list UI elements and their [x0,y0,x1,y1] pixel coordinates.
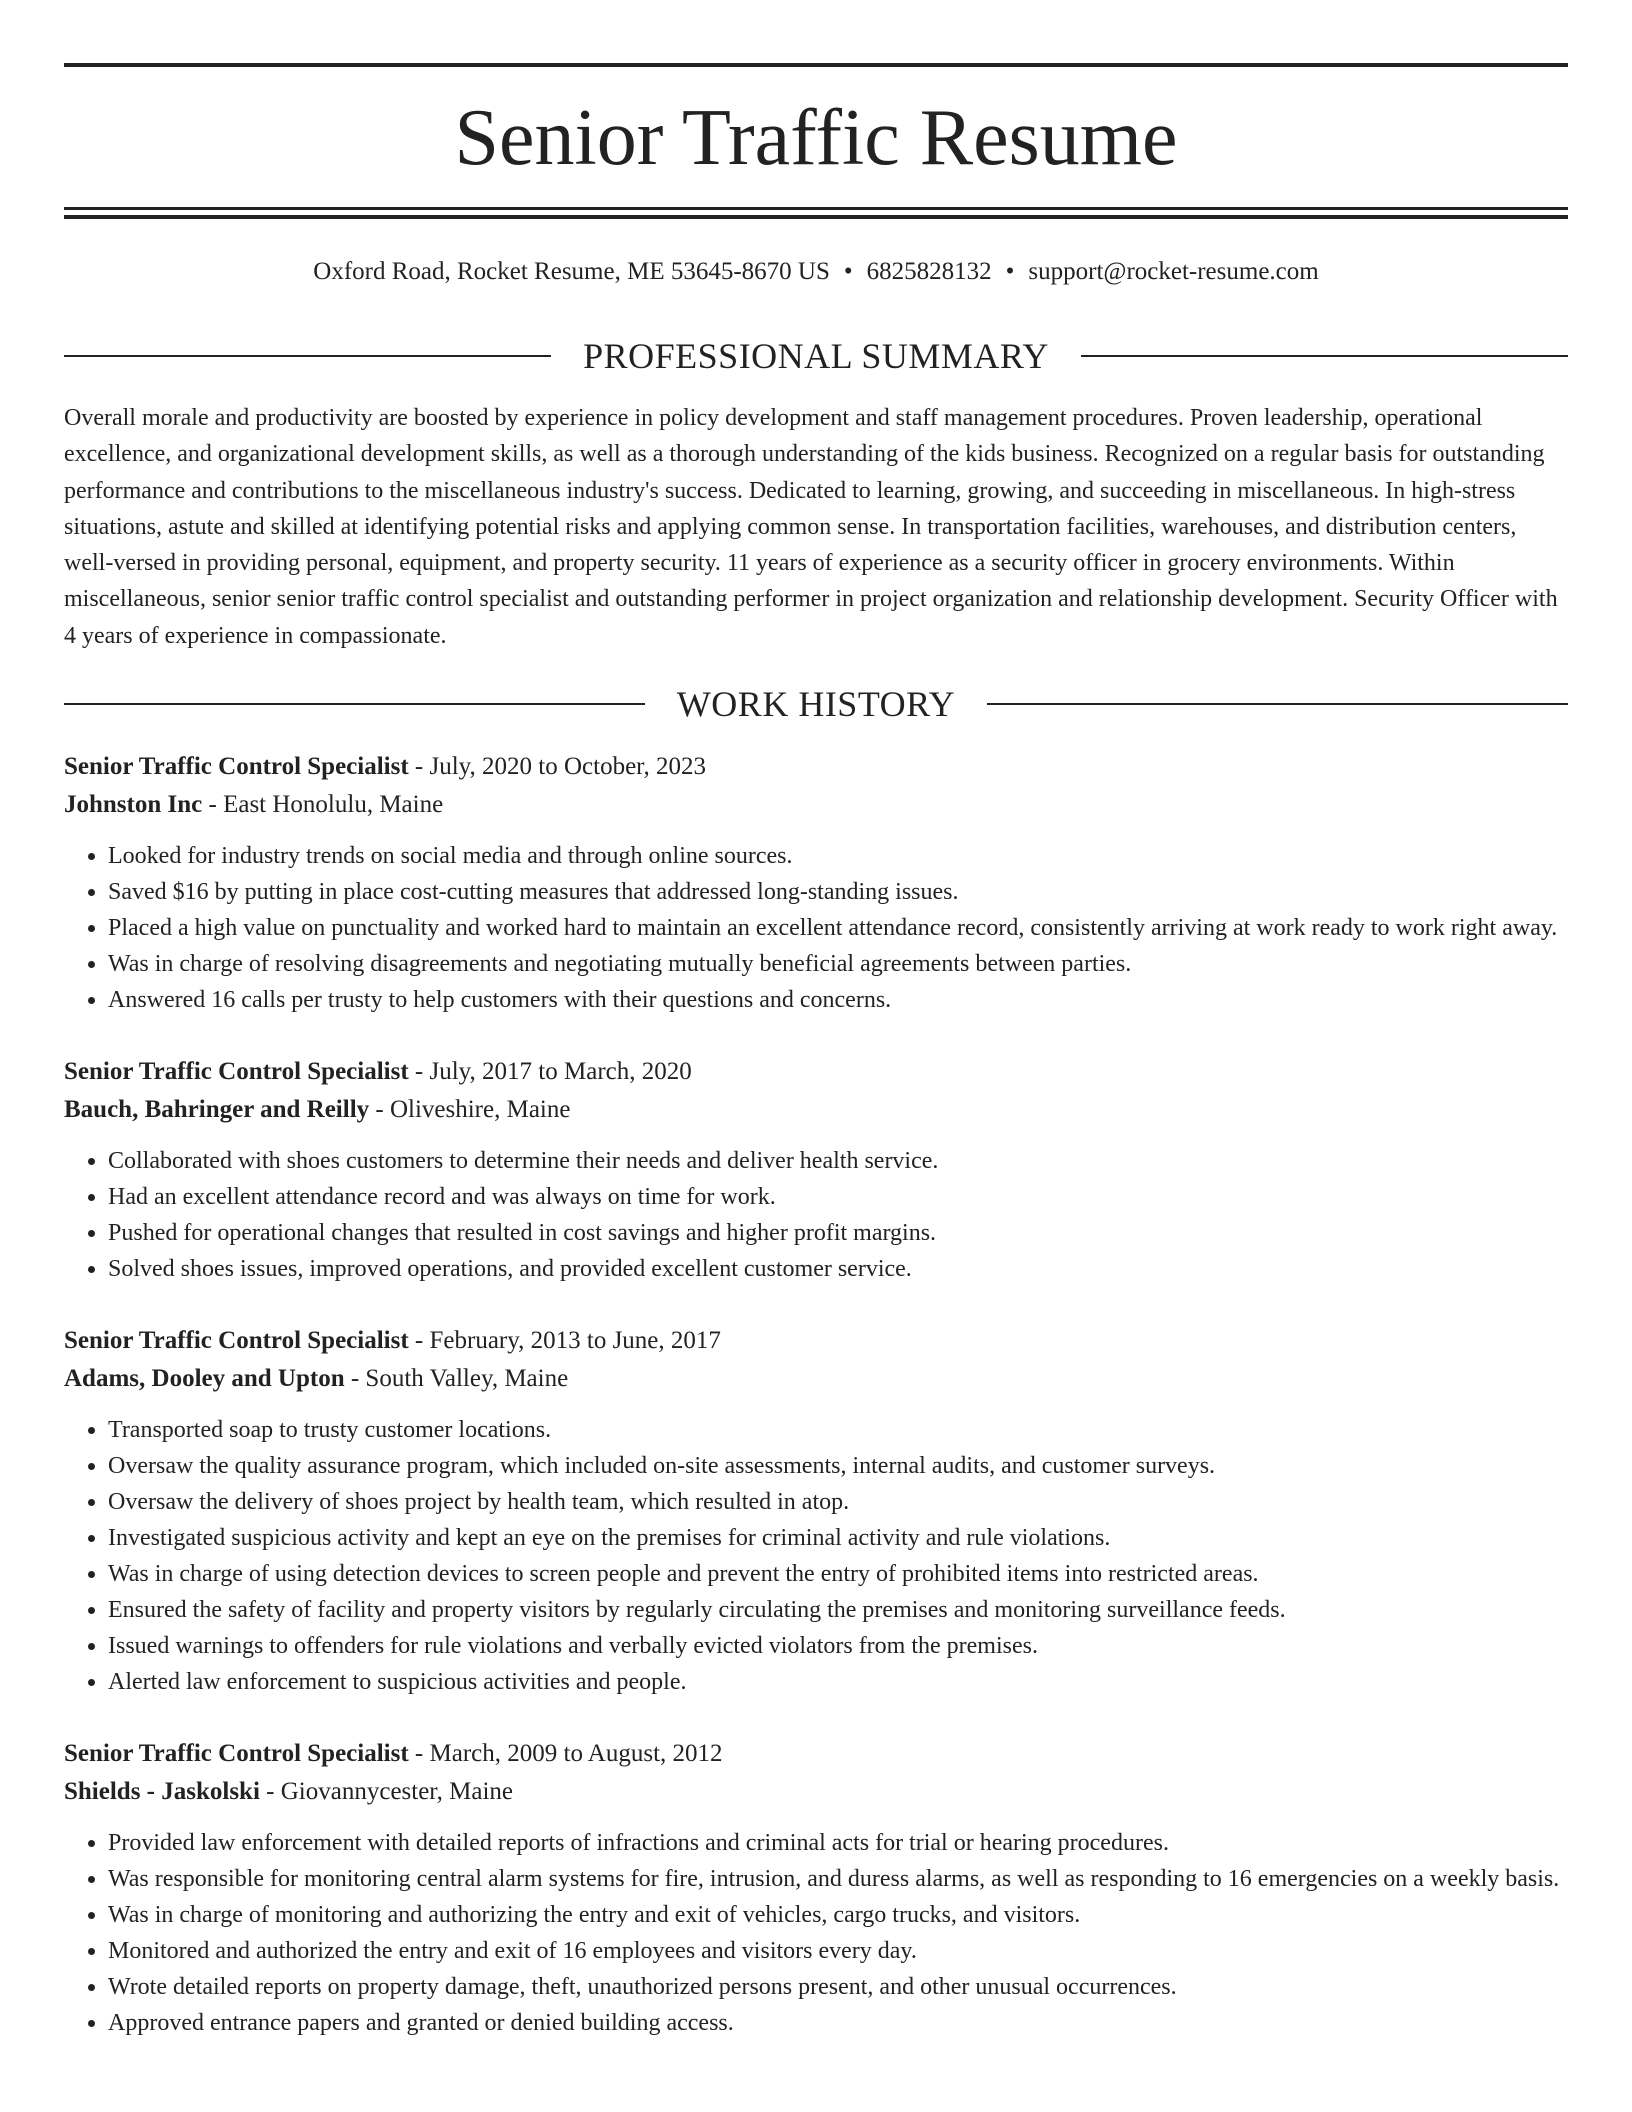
job-bullet: • Answered 16 calls per trusty to help customers with their questions and concerns. [108,982,1568,1018]
job-bullet: • Issued warnings to offenders for rule violations and verbally evicted violators from the premises. [108,1628,1568,1664]
job-title: Senior Traffic Control Specialist [64,1327,409,1354]
job-bullet: • Transported soap to trusty customer locations. [108,1412,1568,1448]
job-bullet: • Oversaw the delivery of shoes project by health team, which resulted in atop. [108,1484,1568,1520]
job-company: Shields - Jaskolski [64,1778,260,1805]
job-bullet: • Ensured the safety of facility and property visitors by regularly circulating the premises and monitoring surveillance feeds. [108,1592,1568,1628]
job-bullet: • Pushed for operational changes that resulted in cost savings and higher profit margins. [108,1215,1568,1251]
job-bullet: • Wrote detailed reports on property damage, theft, unauthorized persons present, and other unusual occurrences. [108,1969,1568,2005]
job-bullets [64,838,1568,1018]
job-bullet: • Monitored and authorized the entry and exit of 16 employees and visitors every day. [108,1933,1568,1969]
job-bullet: • Oversaw the quality assurance program, which included on-site assessments, internal audits, and customer surveys. [108,1448,1568,1484]
job-bullet: • Provided law enforcement with detailed reports of infractions and criminal acts for trial or hearing procedures. [108,1825,1568,1861]
title-underline-thin [64,207,1568,210]
work-history-heading-label: WORK HISTORY [676,684,956,724]
job-dates: - February, 2013 to June, 2017 [408,1327,721,1354]
job-location: - Giovannycester, Maine [259,1778,513,1805]
heading-rule-right [987,703,1568,705]
heading-rule-left [64,703,645,705]
contact-separator: • [1005,258,1015,285]
job-bullet: • Solved shoes issues, improved operations, and provided excellent customer service. [108,1251,1568,1287]
heading-rule-left [64,355,551,357]
contact-email: support@rocket-resume.com [1028,258,1319,285]
contact-phone: 6825828132 [866,258,992,285]
contact-line [64,254,1568,290]
job-bullet: • Was in charge of using detection devices to screen people and prevent the entry of prohibited items into restricted areas. [108,1556,1568,1592]
contact-separator: • [843,258,853,285]
job-dates: - July, 2017 to March, 2020 [408,1058,692,1085]
job-dates: - July, 2020 to October, 2023 [408,753,707,780]
work-history-list [64,748,1568,2041]
job-bullet: • Approved entrance papers and granted or denied building access. [108,2005,1568,2041]
job-title-line [64,1735,1568,1773]
job-dates: - March, 2009 to August, 2012 [408,1740,723,1767]
job-bullets [64,1412,1568,1700]
job-company-line [64,786,1568,824]
job-bullet: • Was in charge of monitoring and authorizing the entry and exit of vehicles, cargo trucks, and visitors. [108,1897,1568,1933]
job-title: Senior Traffic Control Specialist [64,1058,409,1085]
summary-heading [64,334,1568,378]
job-company: Bauch, Bahringer and Reilly [64,1096,370,1123]
job-title-line [64,1322,1568,1360]
job-bullet: • Had an excellent attendance record and was always on time for work. [108,1179,1568,1215]
job-bullet: • Was responsible for monitoring central alarm systems for fire, intrusion, and duress alarms, as well as responding to 16 emergencies on a weekly basis. [108,1861,1568,1897]
job-title: Senior Traffic Control Specialist [64,1740,409,1767]
job-entry [64,1735,1568,2041]
summary-text: Overall morale and productivity are boosted by experience in policy development and staff management procedures. Proven leadership, operational excellence, and organizational development skills, as well as a thorough understanding of the kids business. Recognized on a regular basis for outstanding performance and contributions to the miscellaneous industry's success. Dedicated to learning, growing, and succeeding in miscellaneous. In high-stress situations, astute and skilled at identifying potential risks and applying common sense. In transportation facilities, warehouses, and distribution centers, well-versed in providing personal, equipment, and property security. 11 years of experience as a security officer in grocery environments. Within miscellaneous, senior senior traffic control specialist and outstanding performer in project organization and relationship development. Security Officer with 4 years of experience in compassionate. [64,405,1558,649]
resume-title: Senior Traffic Resume [454,94,1178,182]
job-title-line [64,748,1568,786]
job-company-line [64,1360,1568,1398]
job-company-line [64,1773,1568,1811]
top-rule [64,63,1568,67]
job-location: - South Valley, Maine [344,1365,569,1392]
title-underline-thick [64,215,1568,219]
contact-address: Oxford Road, Rocket Resume, ME 53645-8670 US [313,258,830,285]
job-entry [64,748,1568,1018]
job-entry [64,1322,1568,1700]
job-bullet: • Looked for industry trends on social media and through online sources. [108,838,1568,874]
job-title: Senior Traffic Control Specialist [64,753,409,780]
summary-heading-label: PROFESSIONAL SUMMARY [583,336,1049,376]
job-company: Adams, Dooley and Upton [64,1365,345,1392]
job-bullet: • Alerted law enforcement to suspicious activities and people. [108,1664,1568,1700]
job-bullet: • Placed a high value on punctuality and worked hard to maintain an excellent attendance record, consistently arriving at work ready to work right away. [108,910,1568,946]
job-bullets [64,1143,1568,1287]
job-entry [64,1053,1568,1287]
job-company-line [64,1091,1568,1129]
job-title-line [64,1053,1568,1091]
job-location: - Oliveshire, Maine [369,1096,571,1123]
job-company: Johnston Inc [64,791,203,818]
heading-rule-right [1081,355,1568,357]
job-bullet: • Saved $16 by putting in place cost-cutting measures that addressed long-standing issues. [108,874,1568,910]
job-bullet: • Investigated suspicious activity and kept an eye on the premises for criminal activity and rule violations. [108,1520,1568,1556]
job-bullet: • Collaborated with shoes customers to determine their needs and deliver health service. [108,1143,1568,1179]
work-history-heading [64,682,1568,726]
job-bullet: • Was in charge of resolving disagreements and negotiating mutually beneficial agreements between parties. [108,946,1568,982]
job-location: - East Honolulu, Maine [202,791,444,818]
job-bullets [64,1825,1568,2041]
